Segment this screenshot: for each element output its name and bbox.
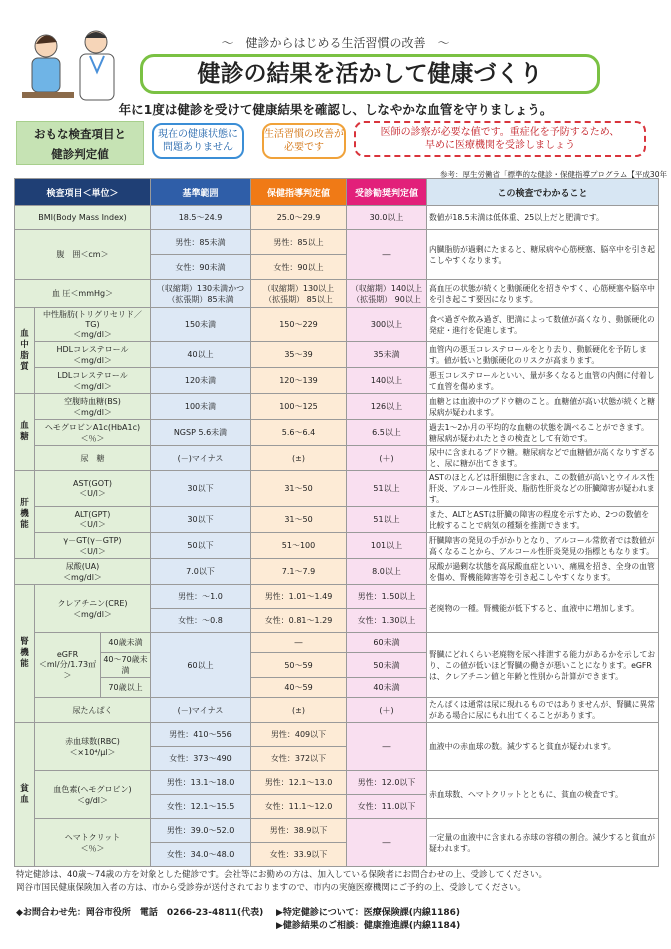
- meaning-text: 尿酸が過剰な状態を高尿酸血症といい、痛風を招き、全身の血管を傷め、腎機能障害等を引き起こしやすくなります。: [427, 559, 659, 585]
- item-ldl: [35, 368, 151, 394]
- meaning-text: 尿中に含まれるブドウ糖。糖尿病などで血糖値が高くなりすぎると、尿に糖が出てきます。: [427, 446, 659, 471]
- item-egfr: [35, 633, 101, 698]
- item-ht: [35, 819, 151, 867]
- item-name: ヘモグロビンA1c(HbA1c): [44, 422, 141, 432]
- visit-value: 101以上: [347, 533, 427, 559]
- item-unit: ＜％＞: [80, 843, 105, 853]
- legend-label: [16, 121, 144, 165]
- guidance-value: 5.6〜6.4: [251, 420, 347, 446]
- item-unit: ＜mg/dl＞: [73, 609, 112, 619]
- normal-value: 100未満: [151, 394, 251, 420]
- normal-value: [151, 280, 251, 308]
- item-unit: ＜g/dl＞: [76, 795, 109, 805]
- normal-value: 60以上: [151, 633, 251, 698]
- header-visit: 受診勧奨判定値: [347, 179, 427, 206]
- item-name: ヘマトクリット: [64, 832, 121, 842]
- item-unit: ＜U/l＞: [79, 488, 106, 498]
- normal-value: 男性：410〜556: [151, 723, 251, 747]
- item-unit: ＜mg/dl＞: [73, 407, 112, 417]
- meaning-text: 悪玉コレステロールといい、量が多くなると血管の内側に付着して血管を傷めます。: [427, 368, 659, 394]
- table-row: [15, 723, 659, 747]
- doctor-patient-illustration: [14, 16, 132, 112]
- meaning-text: たんぱくは通常は尿に現れるものではありませんが、腎臓に異常がある場合に尿にもれ出てくることがあります。: [427, 698, 659, 723]
- guidance-value: 男性：12.1〜13.0: [251, 771, 347, 795]
- visit-value: 51以上: [347, 471, 427, 507]
- item-unit: ＜mg/dl＞: [73, 330, 112, 339]
- item-name: 空腹時血糖(BS): [64, 396, 121, 406]
- item-hdl: [35, 342, 151, 368]
- guidance-value: (±): [251, 698, 347, 723]
- meaning-text: 赤血球数、ヘマトクリットとともに、貧血の検査です。: [427, 771, 659, 819]
- group-liver: 肝機能: [15, 471, 35, 559]
- item-name: クレアチニン(CRE): [57, 598, 128, 608]
- item-name: γ－GT(γ－GTP): [63, 535, 122, 545]
- item-urine-sugar: 尿 糖: [35, 446, 151, 471]
- normal-value: 18.5〜24.9: [151, 206, 251, 230]
- normal-value: 男性：85未満: [151, 230, 251, 255]
- normal-value: 男性：〜1.0: [151, 585, 251, 609]
- guidance-value: 50〜59: [251, 653, 347, 678]
- table-row: [15, 471, 659, 507]
- guidance-value: 女性：90以上: [251, 255, 347, 280]
- contact-consult: ▶健診結果のご相談：健康推進課(内線1184): [276, 921, 461, 931]
- guidance-value: 男性：409以下: [251, 723, 347, 747]
- item-cre: [35, 585, 151, 633]
- item-name: LDLコレステロール: [57, 370, 128, 380]
- normal-value: 男性：13.1〜18.0: [151, 771, 251, 795]
- egfr-age-band: 40歳未満: [101, 633, 151, 653]
- visit-value: 男性：1.50以上: [347, 585, 427, 609]
- guidance-value: ―: [251, 633, 347, 653]
- visit-value: (＋): [347, 446, 427, 471]
- contact-kenshin: ▶特定健診について：医療保険課(内線1186): [276, 908, 461, 918]
- normal-value: NGSP 5.6未満: [151, 420, 251, 446]
- guidance-value: 35〜39: [251, 342, 347, 368]
- bubble-doctor-line1: 医師の診察が必要な値です。重症化を予防するため、: [380, 127, 620, 138]
- guidance-value: 100〜125: [251, 394, 347, 420]
- guidance-value: 51〜100: [251, 533, 347, 559]
- visit-value: 男性：12.0以下: [347, 771, 427, 795]
- item-unit: ＜U/l＞: [79, 519, 106, 529]
- meaning-text: ASTのほとんどは肝細胞に含まれ、この数値が高いとウイルス性肝炎、アルコール性肝炎、脂肪性肝炎などの肝臓障害が疑われます。: [427, 471, 659, 507]
- item-unit: ＜％＞: [80, 433, 105, 443]
- group-kidney: 腎機能: [15, 585, 35, 723]
- guidance-value: 女性：0.81〜1.29: [251, 609, 347, 633]
- visit-value: ―: [347, 819, 427, 867]
- table-row: [15, 559, 659, 585]
- item-hba1c: [35, 420, 151, 446]
- visit-value: [347, 280, 427, 308]
- normal-value: 40以上: [151, 342, 251, 368]
- table-row: [15, 394, 659, 420]
- header-item: 検査項目＜単位＞: [15, 179, 151, 206]
- meaning-text: 過去1〜2か月の平均的な血糖の状態を調べることができます。糖尿病が疑われたときの検査として有効です。: [427, 420, 659, 446]
- guidance-value: 男性：85以上: [251, 230, 347, 255]
- group-blood-sugar: 血糖: [15, 394, 35, 471]
- bp-guidance-line2: （拡張期） 85以上: [264, 294, 333, 304]
- guidance-value: 25.0〜29.9: [251, 206, 347, 230]
- group-anemia: 貧血: [15, 723, 35, 867]
- visit-value: 50未満: [347, 653, 427, 678]
- item-unit: ＜mg/dl＞: [63, 572, 102, 582]
- table-row: [15, 819, 659, 843]
- item-name: 中性脂肪(トリグリセリド／TG): [43, 310, 142, 329]
- bp-normal-line1: （収縮期）130未満かつ: [156, 283, 245, 293]
- visit-value: (＋): [347, 698, 427, 723]
- guidance-value: 男性：38.9以下: [251, 819, 347, 843]
- reference-note: 参考：厚生労働省「標準的な健診・保健指導プログラム【平成30年: [440, 170, 667, 179]
- normal-value: 50以下: [151, 533, 251, 559]
- bubble-improve: 生活習慣の改善が必要です: [262, 123, 346, 159]
- meaning-text: 食べ過ぎや飲み過ぎ、肥満によって数値が高くなり、動脈硬化の発症・進行を促進します。: [427, 308, 659, 342]
- footer-note-1: 特定健診は、40歳〜74歳の方を対象とした健診です。会社等にお勤めの方は、加入している保険者にお問合わせの上、受診してください。: [16, 870, 547, 880]
- legend-label-line1: おもな検査項目と: [34, 127, 126, 141]
- table-row: [15, 771, 659, 795]
- subtitle: 〜 健診からはじめる生活習慣の改善 〜: [221, 36, 450, 50]
- table-row: [15, 342, 659, 368]
- item-ua: [15, 559, 151, 585]
- visit-value: 6.5以上: [347, 420, 427, 446]
- item-name: 尿酸(UA): [65, 561, 100, 571]
- item-name: 血色素(ヘモグロビン): [53, 784, 132, 794]
- group-blood-lipid: 血中脂質: [15, 308, 35, 394]
- bp-normal-line2: （拡張期）85未満: [167, 294, 234, 304]
- contact-info: ◆お問合わせ先：岡谷市役所 電話 0266-23-4811(代表): [16, 908, 264, 918]
- guidance-value: 女性：372以下: [251, 747, 347, 771]
- guidance-value: 120〜139: [251, 368, 347, 394]
- bubble-doctor: [354, 121, 646, 157]
- header-guidance: 保健指導判定値: [251, 179, 347, 206]
- normal-value: 女性：34.0〜48.0: [151, 843, 251, 867]
- normal-value: (－)マイナス: [151, 698, 251, 723]
- item-ast: [35, 471, 151, 507]
- guidance-value: 男性：1.01〜1.49: [251, 585, 347, 609]
- table-row: [15, 230, 659, 255]
- normal-value: 男性：39.0〜52.0: [151, 819, 251, 843]
- normal-value: 女性：〜0.8: [151, 609, 251, 633]
- meaning-text: 血糖とは血液中のブドウ糖のこと。血糖値が高い状態が続くと糖尿病が疑われます。: [427, 394, 659, 420]
- bubble-normal: 現在の健康状態に問題ありません: [152, 123, 244, 159]
- meaning-text: 老廃物の一種。腎機能が低下すると、血液中に増加します。: [427, 585, 659, 633]
- item-rbc: [35, 723, 151, 771]
- item-bmi: BMI(Body Mass Index): [15, 206, 151, 230]
- item-unit: ＜U/l＞: [79, 546, 106, 556]
- table-row: [15, 368, 659, 394]
- item-unit: ＜mg/dl＞: [73, 381, 112, 391]
- item-ggt: [35, 533, 151, 559]
- bp-guidance-line1: （収縮期）130以上: [262, 283, 335, 293]
- visit-value: 女性：11.0以下: [347, 795, 427, 819]
- egfr-age-band: 40〜70歳未満: [101, 653, 151, 678]
- item-urine-protein: 尿たんぱく: [35, 698, 151, 723]
- table-row: [15, 698, 659, 723]
- meaning-text: 腎臓にどれくらい老廃物を尿へ排泄する能力があるかを示しており、この値が低いほど腎臓の働きが悪いことになります。eGFRは、クレアチニン値と年齢と性別から計算ができます。: [427, 633, 659, 698]
- guidance-value: 女性：11.1〜12.0: [251, 795, 347, 819]
- page-title: 健診の結果を活かして健康づくり: [140, 54, 600, 94]
- item-fbs: [35, 394, 151, 420]
- table-row: [15, 280, 659, 308]
- bp-visit-line1: （収縮期）140以上: [350, 283, 423, 293]
- normal-value: 30以下: [151, 507, 251, 533]
- checkup-table: [14, 178, 659, 867]
- visit-value: 51以上: [347, 507, 427, 533]
- item-name: 赤血球数(RBC): [65, 736, 120, 746]
- meaning-text: 内臓脂肪が過剰にたまると、糖尿病や心筋梗塞、脳卒中を引き起こしやすくなります。: [427, 230, 659, 280]
- item-name: ALT(GPT): [74, 509, 111, 519]
- visit-value: ―: [347, 230, 427, 280]
- legend-label-line2: 健診判定値: [51, 147, 109, 161]
- guidance-value: (±): [251, 446, 347, 471]
- bubble-doctor-line2: 早めに医療機関を受診しましょう: [425, 140, 575, 151]
- meaning-text: 血管内の悪玉コレステロールをとり去り、動脈硬化を予防します。値が低いと動脈硬化のリスクが高まります。: [427, 342, 659, 368]
- guidance-value: 7.1〜7.9: [251, 559, 347, 585]
- table-row: [15, 308, 659, 342]
- normal-value: 女性：373〜490: [151, 747, 251, 771]
- visit-value: 8.0以上: [347, 559, 427, 585]
- item-waist: 腹 囲＜cm＞: [15, 230, 151, 280]
- item-name: AST(GOT): [72, 478, 113, 488]
- item-name: HDLコレステロール: [56, 344, 129, 354]
- meaning-text: また、ALTとASTは肝臓の障害の程度を示すため、2つの数値を比較することで病気の種類を推測できます。: [427, 507, 659, 533]
- visit-value: 女性：1.30以上: [347, 609, 427, 633]
- header-meaning: この検査でわかること: [427, 179, 659, 206]
- visit-value: 30.0以上: [347, 206, 427, 230]
- item-unit: ＜×10⁴/μl＞: [69, 747, 116, 757]
- item-alt: [35, 507, 151, 533]
- normal-value: 150未満: [151, 308, 251, 342]
- guidance-value: 40〜59: [251, 678, 347, 698]
- table-row: [15, 446, 659, 471]
- visit-value: 35未満: [347, 342, 427, 368]
- normal-value: 30以下: [151, 471, 251, 507]
- table-row: [15, 507, 659, 533]
- visit-value: 40未満: [347, 678, 427, 698]
- visit-value: 300以上: [347, 308, 427, 342]
- normal-value: (－)マイナス: [151, 446, 251, 471]
- bp-visit-line2: （拡張期） 90以上: [352, 294, 421, 304]
- meaning-text: 一定量の血液中に含まれる赤球の容積の割合。減少すると貧血が疑われます。: [427, 819, 659, 867]
- header-normal: 基準範囲: [151, 179, 251, 206]
- item-bp: 血 圧＜mmHg＞: [15, 280, 151, 308]
- table-row: [15, 585, 659, 609]
- table-row: [15, 420, 659, 446]
- item-name: eGFR: [56, 649, 79, 659]
- egfr-age-band: 70歳以上: [101, 678, 151, 698]
- normal-value: 120未満: [151, 368, 251, 394]
- footer-note-2: 岡谷市国民健康保険加入者の方は、市から受診券が送付されておりますので、市内の実施医療機関にご予約の上、受診してください。: [16, 883, 526, 893]
- guidance-value: 女性：33.9以下: [251, 843, 347, 867]
- table-header-row: [15, 179, 659, 206]
- item-hb: [35, 771, 151, 819]
- table-row: [15, 533, 659, 559]
- normal-value: 女性：90未満: [151, 255, 251, 280]
- guidance-value: [251, 280, 347, 308]
- normal-value: 女性：12.1〜15.5: [151, 795, 251, 819]
- meaning-text: 血液中の赤血球の数。減少すると貧血が疑われます。: [427, 723, 659, 771]
- item-unit: ＜mg/dl＞: [73, 355, 112, 365]
- visit-value: 60未満: [347, 633, 427, 653]
- visit-value: 126以上: [347, 394, 427, 420]
- meaning-text: 数値が18.5未満は低体重、25以上だと肥満です。: [427, 206, 659, 230]
- meaning-text: 肝臓障害の発見の手がかりとなり、アルコール常飲者では数値が高くなることから、アルコール性肝炎発見の指標ともなります。: [427, 533, 659, 559]
- item-unit: ＜ml/分/1.73㎡＞: [38, 659, 97, 680]
- visit-value: 140以上: [347, 368, 427, 394]
- visit-value: ―: [347, 723, 427, 771]
- normal-value: 7.0以下: [151, 559, 251, 585]
- meaning-text: 高血圧の状態が続くと動脈硬化を招きやすく、心筋梗塞や脳卒中を引き起こす要因になります。: [427, 280, 659, 308]
- guidance-value: 150〜229: [251, 308, 347, 342]
- table-row: [15, 633, 659, 653]
- guidance-value: 31〜50: [251, 471, 347, 507]
- item-tg: [35, 308, 151, 342]
- intro-text: 年に1度は健診を受けて健康結果を確認し、しなやかな血管を守りましょう。: [118, 102, 553, 117]
- table-row: [15, 206, 659, 230]
- guidance-value: 31〜50: [251, 507, 347, 533]
